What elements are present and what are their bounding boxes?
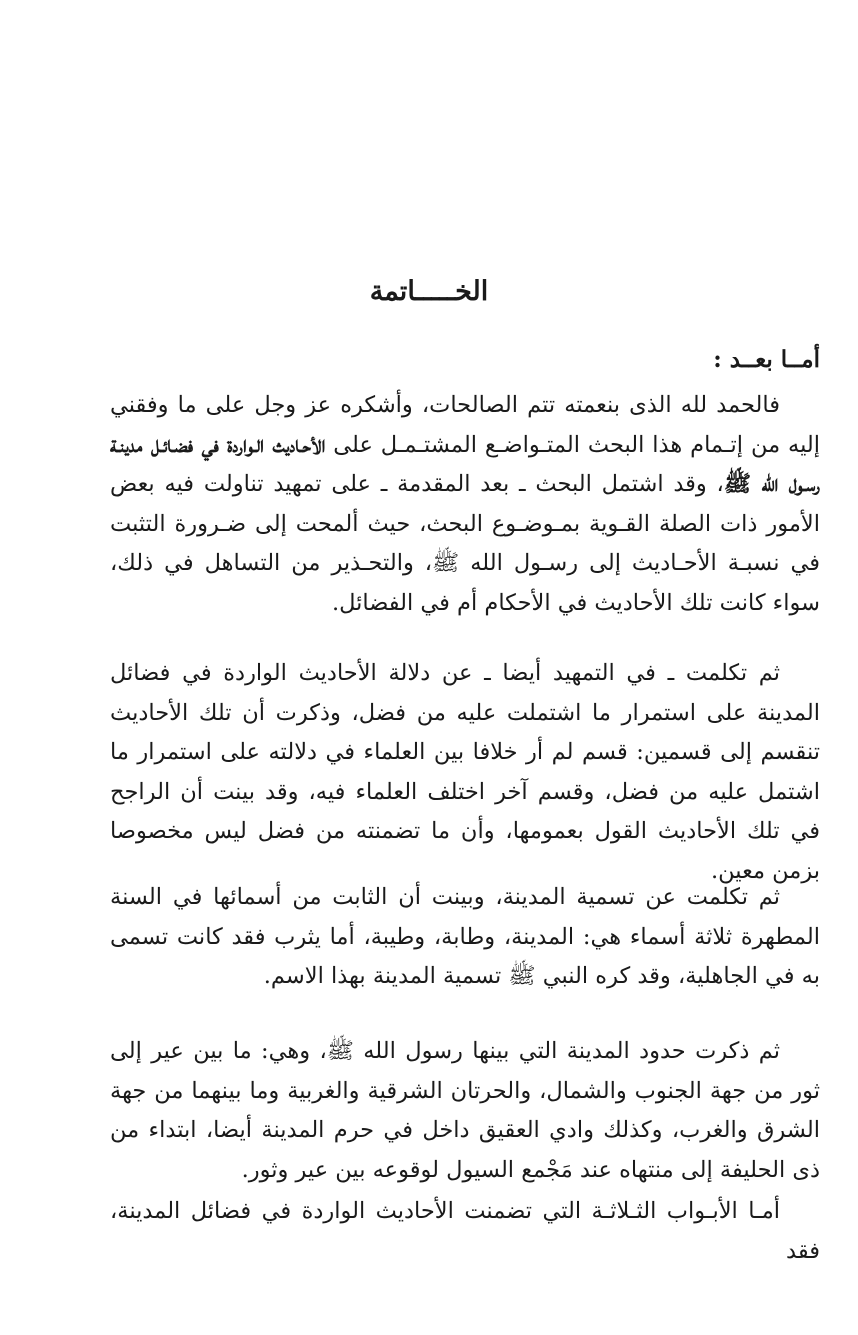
- paragraph-1: [110, 386, 820, 623]
- paragraph-1-text-a: فالحمد لله الذى بنعمته تتم الصالحات، وأشكره عز وجل على ما وفقني إليه من إتـمام هذا البحث المتـواضـع المشتـمـل على: [110, 392, 820, 458]
- paragraph-4: ثم ذكرت حدود المدينة التي بينها رسول الله ﷺ، وهي: ما بين عير إلى ثور من جهة الجنوب والشمال، والحرتان الشرقية والغربية وما بينهما من جهة الشرق والغرب، وكذلك وادي العقيق داخل في حرم المدينة أيضا، ابتداء من ذى الحليفة إلى منتهاه عند مَجْمع السيول لوقوعه بين عير وثور.: [110, 1038, 821, 1183]
- opening-phrase: أمــا بعــد :: [713, 346, 820, 373]
- chapter-title: الخـــــاتمة: [369, 276, 489, 307]
- paragraph-1-text-b: ، وقد اشتمل البحث ـ بعد المقدمة ـ على تمهيد تناولت فيه بعض الأمور ذات الصلة القـوية بمـوضـوع البحث، حيث ألمحت إلى ضـرورة التثبت في نسبـة الأحـاديث إلى رسـول الله ﷺ، والتحـذير من التساهل في ذلك، سواء كانت تلك الأحاديث في الأحكام أم في الفضائل.: [110, 471, 820, 616]
- paragraph-2: ثم تكلمت ـ في التمهيد أيضا ـ عن دلالة الأحاديث الواردة في فضائل المدينة على استمرار ما اشتملت عليه من فضل، وذكرت أن تلك الأحاديث تنقسم إلى قسمين: قسم لم أر خلافا بين العلماء في دلالته على استمرار ما اشتمل عليه من فضل، وقسم آخر اختلف العلماء فيه، وقد بينت أن الراجح في تلك الأحاديث القول بعمومها، وأن ما تضمنته من فضل ليس مخصوصا بزمن معين.: [110, 660, 820, 884]
- paragraph-3: ثم تكلمت عن تسمية المدينة، وبينت أن الثابت من أسمائها في السنة المطهرة ثلاثة أسماء هي: المدينة، وطابة، وطيبة، أما يثرب فقد كانت تسمى به في الجاهلية، وقد كره النبي ﷺ تسمية المدينة بهذا الاسم.: [110, 884, 820, 989]
- paragraph-1-bold-title: الأحـاديث الـواردة في فضـائـل مدينـة رسـول الله ﷺ: [110, 431, 821, 497]
- paragraph-5: أمـا الأبـواب الثـلاثـة التي تضمنت الأحاديث الواردة في فضائل المدينة، فقد: [110, 1198, 820, 1264]
